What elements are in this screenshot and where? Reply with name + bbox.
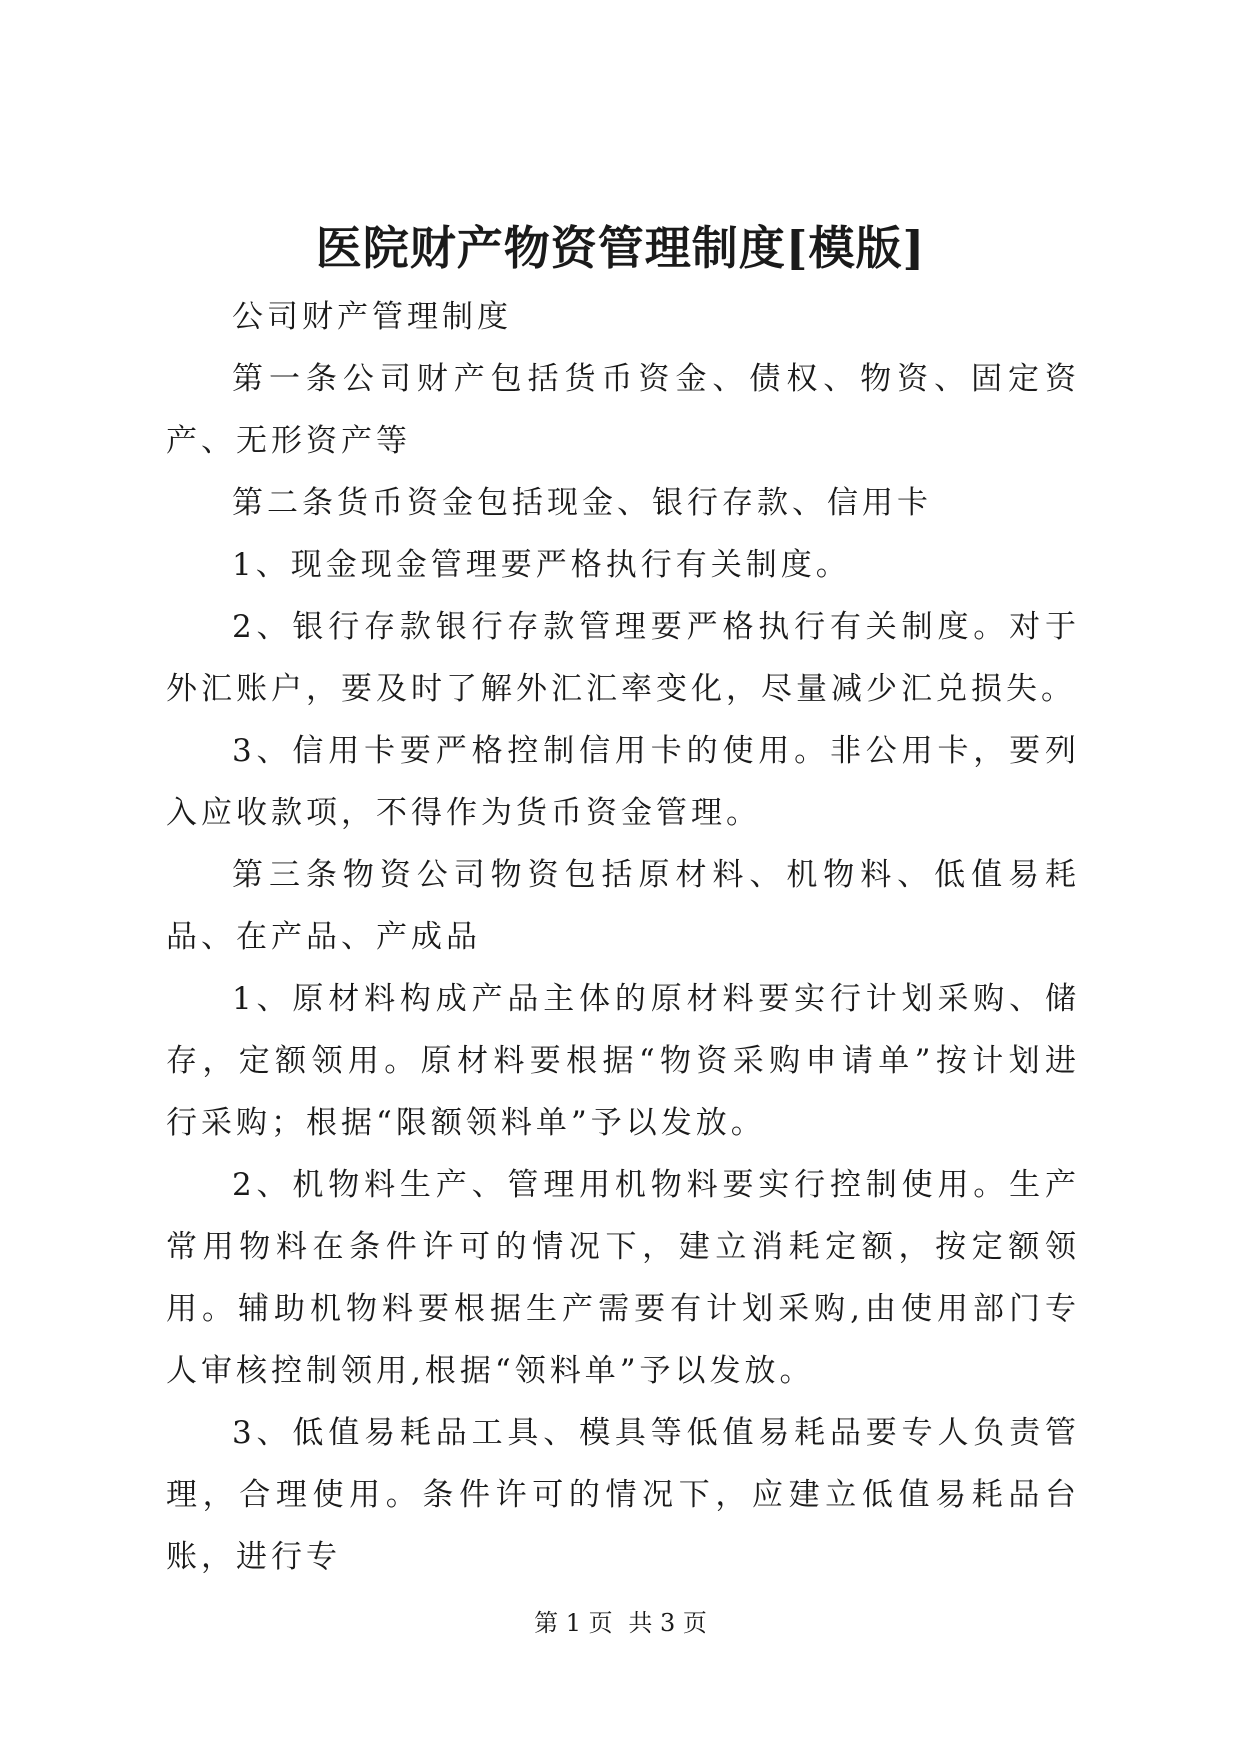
paragraph: 公司财产管理制度	[232, 299, 512, 335]
page-number: 第 1 页	[534, 1609, 613, 1637]
paragraph: 第二条货币资金包括现金、银行存款、信用卡	[232, 485, 932, 521]
paragraph: 1、现金现金管理要严格执行有关制度。	[232, 547, 851, 583]
page-footer	[0, 1606, 1241, 1640]
paragraph: 3、信用卡要严格控制信用卡的使用。非公用卡，要列入应收款项，不得作为货币资金管理。	[166, 733, 1080, 831]
paragraph: 2、机物料生产、管理用机物料要实行控制使用。生产常用物料在条件许可的情况下，建立消耗定额，按定额领用。辅助机物料要根据生产需要有计划采购,由使用部门专人审核控制领用,根据“领料单”予以发放。	[166, 1167, 1080, 1389]
paragraph: 第三条物资公司物资包括原材料、机物料、低值易耗品、在产品、产成品	[166, 857, 1080, 955]
paragraph: 第一条公司财产包括货币资金、债权、物资、固定资产、无形资产等	[166, 361, 1080, 459]
paragraph: 2、银行存款银行存款管理要严格执行有关制度。对于外汇账户，要及时了解外汇汇率变化，尽量减少汇兑损失。	[166, 609, 1080, 707]
paragraph: 1、原材料构成产品主体的原材料要实行计划采购、储存，定额领用。原材料要根据“物资采购申请单”按计划进行采购；根据“限额领料单”予以发放。	[166, 981, 1080, 1141]
paragraph: 3、低值易耗品工具、模具等低值易耗品要专人负责管理，合理使用。条件许可的情况下，应建立低值易耗品台账，进行专	[166, 1415, 1080, 1575]
document-body	[166, 286, 1080, 1588]
document-title: 医院财产物资管理制度[模版]	[315, 221, 926, 275]
page-total: 共 3 页	[628, 1609, 707, 1637]
